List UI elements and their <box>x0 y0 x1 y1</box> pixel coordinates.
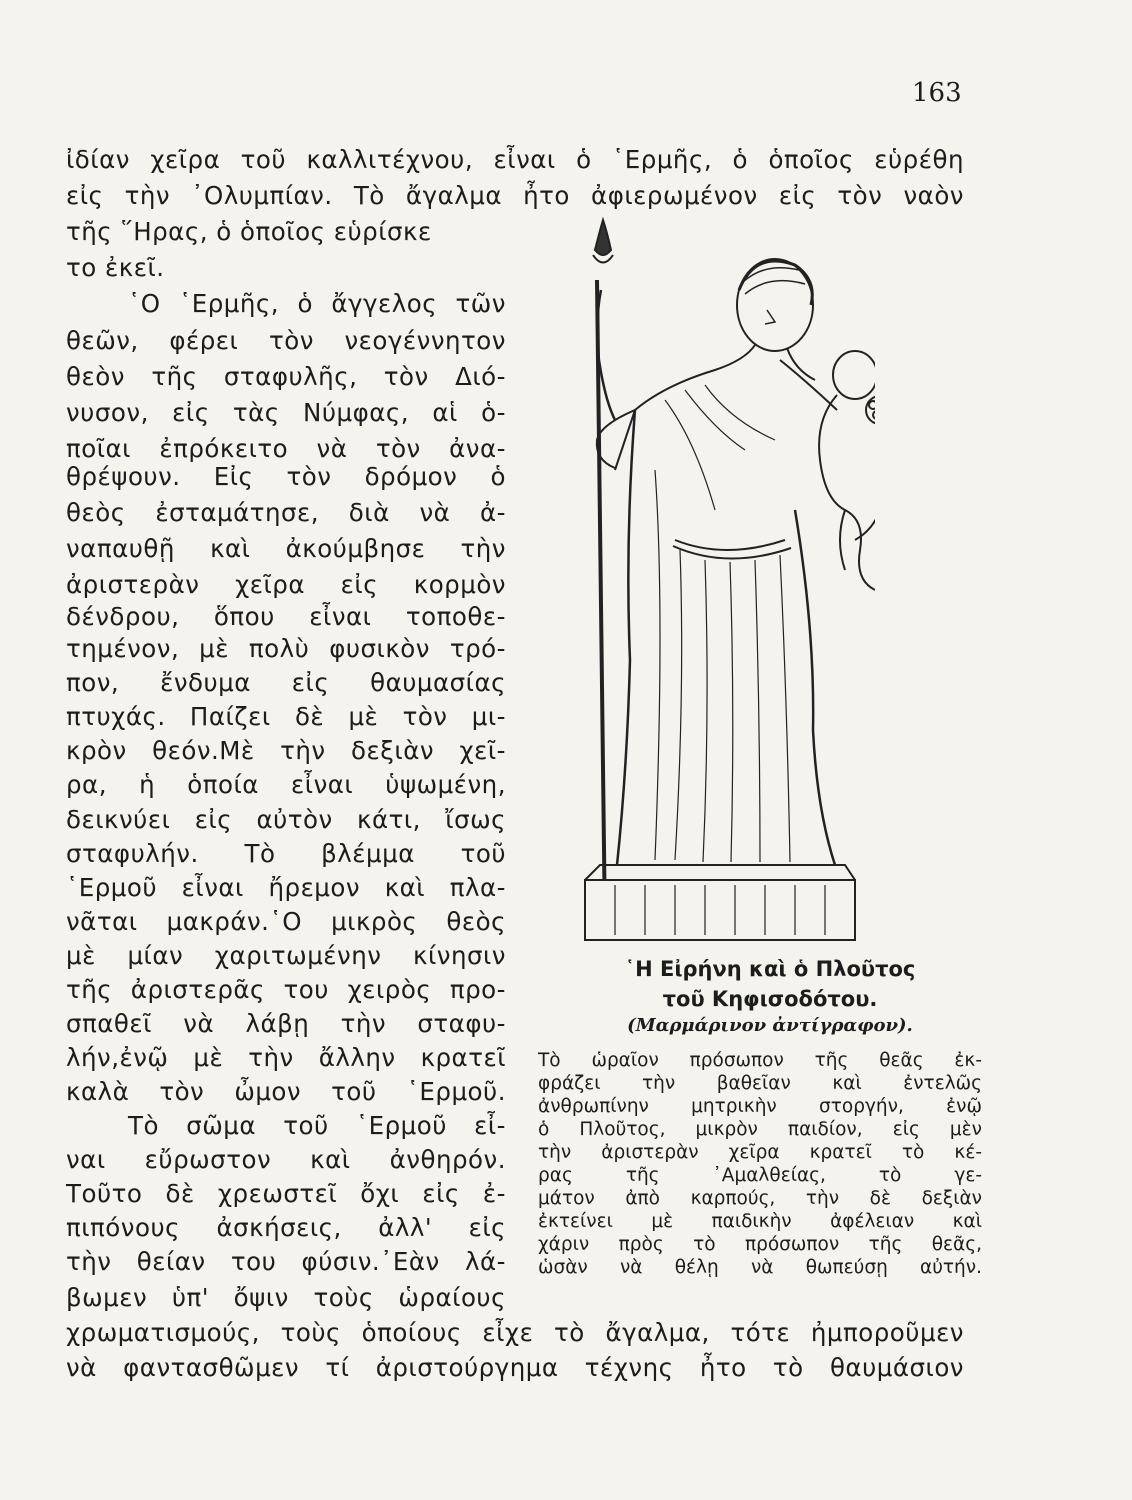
figure-subtitle: (Μαρμάρινον ἀντίγραφον). <box>627 1015 913 1036</box>
body-line: νᾶται μακράν.῾Ο μικρὸς θεὸς <box>66 907 506 936</box>
body-line: ἰδίαν χεῖρα τοῦ καλλιτέχνου, εἶναι ὁ ῾Ερμῆς, ὁ ὁποῖος εὑρέθη <box>66 145 964 174</box>
body-line: μὲ μίαν χαριτωμένην κίνησιν <box>66 941 506 970</box>
caption-line: ἀνθρωπίνην μητρικὴν στοργήν, ἐνῷ <box>538 1096 982 1117</box>
body-line: ποῖαι ἐπρόκειτο νὰ τὸν ἀνα- <box>66 434 506 463</box>
caption-line: μάτον ἀπὸ καρπούς, τὴν δὲ δεξιὰν <box>538 1188 982 1209</box>
body-line: ῾Ο ῾Ερμῆς, ὁ ἄγγελος τῶν <box>128 289 506 318</box>
body-line: λήν,ἐνῷ μὲ τὴν ἄλλην κρατεῖ <box>66 1043 506 1072</box>
body-line: νὰ φαντασθῶμεν τί ἀριστούργημα τέχνης ἦτο τὸ θαυμάσιον <box>66 1353 964 1382</box>
caption-line: ὁ Πλοῦτος, μικρὸν παιδίον, εἰς μὲν <box>538 1119 982 1140</box>
body-line: ῾Ερμοῦ εἶναι ἤρεμον καὶ πλα- <box>66 873 506 902</box>
body-line: θεὸν τῆς σταφυλῆς, τὸν Διό- <box>66 362 506 391</box>
body-line: πον, ἔνδυμα εἰς θαυμασίας <box>66 668 506 697</box>
body-line: βωμεν ὑπ' ὄψιν τοὺς ὡραίους <box>66 1283 506 1312</box>
body-line: δεικνύει εἰς αὐτὸν κάτι, ἴσως <box>66 805 506 834</box>
body-line: θεῶν, φέρει τὸν νεογέννητον <box>66 326 506 355</box>
body-line: ἀριστερὰν χεῖρα εἰς κορμὸν <box>66 570 506 599</box>
body-line: τημένον, μὲ πολὺ φυσικὸν τρό- <box>66 634 506 663</box>
body-line: Τὸ σῶμα τοῦ ῾Ερμοῦ εἶ- <box>128 1111 506 1140</box>
body-line: κρὸν θεόν.Μὲ τὴν δεξιὰν χεῖ- <box>66 736 506 765</box>
body-line: το ἐκεῖ. <box>66 253 165 282</box>
body-line: θρέψουν. Εἰς τὸν δρόμον ὁ <box>66 462 506 491</box>
caption-line: ἐκτείνει μὲ παιδικὴν ἀφέλειαν καὶ <box>538 1211 982 1232</box>
caption-line: ρας τῆς ᾿Αμαλθείας, τὸ γε- <box>538 1165 982 1186</box>
body-line: θεὸς ἐσταμάτησε, διὰ νὰ ἀ- <box>66 498 506 527</box>
body-line: σπαθεῖ νὰ λάβῃ τὴν σταφυ- <box>66 1009 506 1038</box>
caption-line: χάριν πρὸς τὸ πρόσωπον τῆς θεᾶς, <box>538 1234 982 1255</box>
caption-line: ὡσὰν νὰ θέλῃ νὰ θωπεύσῃ αὐτήν. <box>538 1257 982 1278</box>
caption-line: τὴν ἀριστερὰν χεῖρα κρατεῖ τὸ κέ- <box>538 1142 982 1163</box>
caption-line: Τὸ ὡραῖον πρόσωπον τῆς θεᾶς ἐκ- <box>538 1050 982 1071</box>
body-line: Τοῦτο δὲ χρεωστεῖ ὄχι εἰς ἐ- <box>66 1179 506 1208</box>
body-line: ναπαυθῇ καὶ ἀκούμβησε τὴν <box>66 534 506 563</box>
figure-title: τοῦ Κηφισοδότου. <box>662 987 878 1011</box>
caption-line: φράζει τὴν βαθεῖαν καὶ ἐντελῶς <box>538 1073 982 1094</box>
body-line: εἰς τὴν ᾿Ολυμπίαν. Τὸ ἄγαλμα ἦτο ἀφιερωμένον εἰς τὸν ναὸν <box>66 181 964 210</box>
body-line: τῆς ἀριστερᾶς του χειρὸς προ- <box>66 975 506 1004</box>
body-line: ρα, ἡ ὁποία εἶναι ὑψωμένη, <box>66 770 506 799</box>
body-line: τῆς ῞Ηρας, ὁ ὁποῖος εὑρίσκε <box>66 217 432 246</box>
statue-illustration <box>555 210 875 950</box>
body-line: δένδρου, ὅπου εἶναι τοποθε- <box>66 602 506 631</box>
body-line: πιπόνους ἀσκήσεις, ἀλλ' εἰς <box>66 1213 506 1242</box>
body-line: χρωματισμούς, τοὺς ὁποίους εἶχε τὸ ἄγαλμα, τότε ἠμποροῦμεν <box>66 1318 964 1347</box>
figure-title: ῾Η Εἰρήνη καὶ ὁ Πλοῦτος <box>624 957 916 981</box>
body-line: καλὰ τὸν ὦμον τοῦ ῾Ερμοῦ. <box>66 1077 506 1106</box>
body-line: νυσον, εἰς τὰς Νύμφας, αἱ ὁ- <box>66 398 506 427</box>
page-number: 163 <box>912 78 962 108</box>
body-line: τὴν θείαν του φύσιν.᾿Εὰν λά- <box>66 1247 506 1276</box>
body-line: σταφυλήν. Τὸ βλέμμα τοῦ <box>66 839 506 868</box>
body-line: πτυχάς. Παίζει δὲ μὲ τὸν μι- <box>66 702 506 731</box>
body-line: ναι εὔρωστον καὶ ἀνθηρόν. <box>66 1145 506 1174</box>
